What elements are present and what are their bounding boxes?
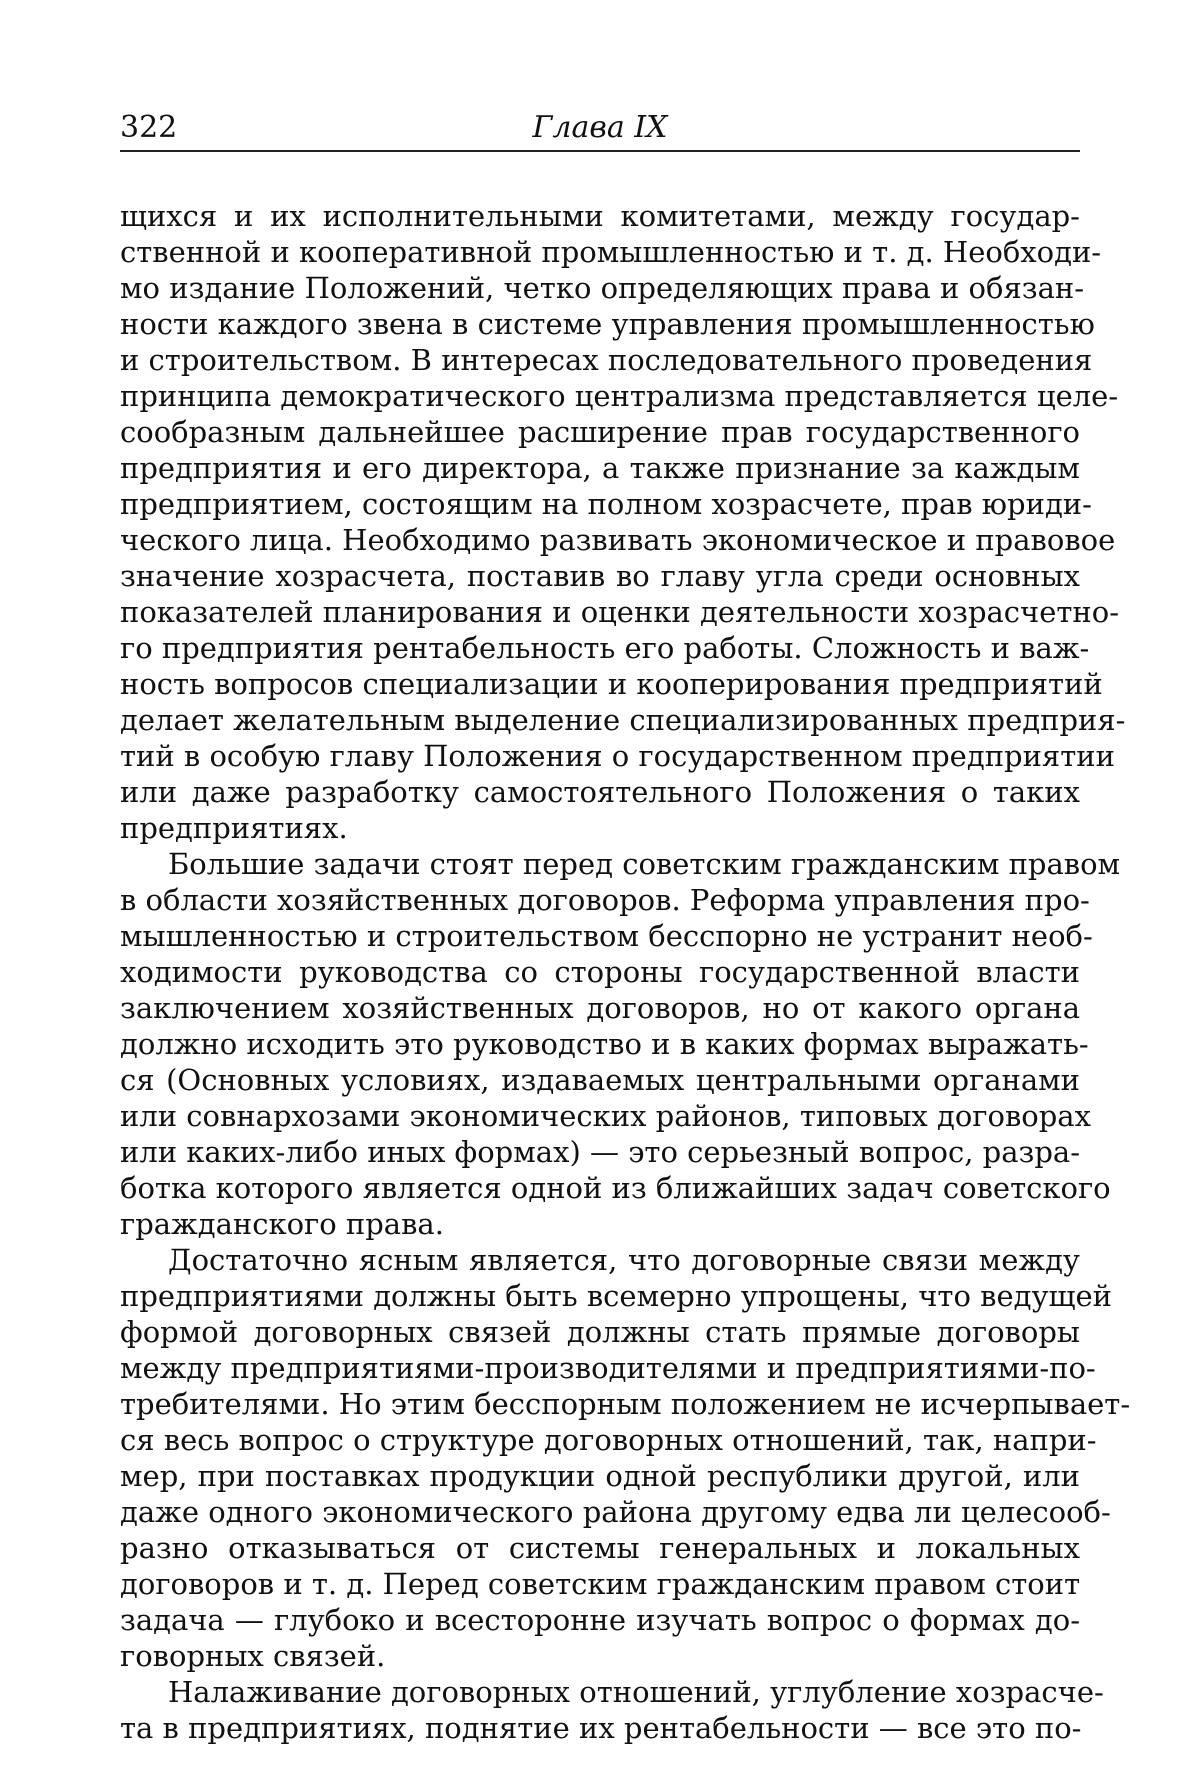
text-line: предприятиями должны быть всемерно упрощены, что ведущей [120, 1279, 1112, 1313]
text-line: и строительством. В интересах последовательного проведения [120, 343, 1093, 377]
text-line: или совнархозами экономических районов, типовых договорах [120, 1099, 1091, 1133]
body-text [120, 198, 1131, 1746]
text-line: сообразным дальнейшее расширение прав государственного [120, 415, 1080, 449]
text-line: ходимости руководства со стороны государственной власти [120, 955, 1080, 989]
text-line: показателей планирования и оценки деятельности хозрасчетно- [120, 595, 1120, 629]
text-line: ботка которого является одной из ближайших задач советского [120, 1171, 1111, 1205]
text-line: Достаточно ясным является, что договорные связи между [168, 1243, 1080, 1277]
text-line: договоров и т. д. Перед советским гражданским правом стоит [120, 1567, 1081, 1601]
text-line: требителями. Но этим бесспорным положением не исчерпывает- [120, 1387, 1131, 1421]
text-line: щихся и их исполнительными комитетами, между государ- [120, 199, 1080, 233]
text-line: принципа демократического централизма представляется целе- [120, 379, 1119, 413]
text-line: ности каждого звена в системе управления промышленностью [120, 307, 1095, 341]
text-line: тий в особую главу Положения о государственном предприятии [120, 739, 1115, 773]
text-line: ся весь вопрос о структуре договорных отношений, так, напри- [120, 1423, 1097, 1457]
text-line: должно исходить это руководство и в каких формах выражать- [120, 1027, 1089, 1061]
text-line: мышленностью и строительством бесспорно не устранит необ- [120, 919, 1093, 953]
text-line: между предприятиями-производителями и предприятиями-по- [120, 1351, 1096, 1385]
text-line: предприятиях. [120, 811, 348, 845]
text-line: задача — глубоко и всесторонне изучать вопрос о формах до- [120, 1603, 1080, 1637]
text-line: даже одного экономического района другому едва ли целесооб- [120, 1495, 1111, 1529]
text-line: Большие задачи стоят перед советским гражданским правом [168, 847, 1121, 881]
text-line: или даже разработку самостоятельного Положения о таких [120, 775, 1080, 809]
text-line: говорных связей. [120, 1639, 386, 1673]
text-line: ность вопросов специализации и кооперирования предприятий [120, 667, 1103, 701]
text-line: го предприятия рентабельность его работы. Сложность и важ- [120, 631, 1090, 665]
header-rule [120, 150, 1080, 152]
text-line: та в предприятиях, поднятие их рентабельности — все это по- [120, 1711, 1082, 1745]
text-line: ческого лица. Необходимо развивать экономическое и правовое [120, 523, 1116, 557]
text-line: в области хозяйственных договоров. Реформа управления про- [120, 883, 1090, 917]
running-head [120, 108, 1080, 148]
text-line: ственной и кооперативной промышленностью и т. д. Необходи- [120, 235, 1102, 269]
text-line: предприятием, состоящим на полном хозрасчете, прав юриди- [120, 487, 1092, 521]
page-number: 322 [120, 110, 178, 145]
text-line: мо издание Положений, четко определяющих права и обязан- [120, 271, 1085, 305]
text-line: значение хозрасчета, поставив во главу угла среди основных [120, 559, 1080, 593]
text-line: формой договорных связей должны стать прямые договоры [120, 1315, 1080, 1349]
chapter-title: Глава IX [532, 110, 668, 145]
text-line: Налаживание договорных отношений, углубление хозрасче- [168, 1675, 1104, 1709]
text-line: заключением хозяйственных договоров, но от какого органа [120, 991, 1080, 1025]
text-line: разно отказываться от системы генеральных и локальных [120, 1531, 1080, 1565]
text-line: мер, при поставках продукции одной республики другой, или [120, 1459, 1080, 1493]
text-line: ся (Основных условиях, издаваемых центральными органами [120, 1063, 1080, 1097]
text-line: предприятия и его директора, а также признание за каждым [120, 451, 1080, 485]
text-line: или каких-либо иных формах) — это серьезный вопрос, разра- [120, 1135, 1080, 1169]
text-line: делает желательным выделение специализированных предприя- [120, 703, 1126, 737]
text-line: гражданского права. [120, 1207, 444, 1241]
